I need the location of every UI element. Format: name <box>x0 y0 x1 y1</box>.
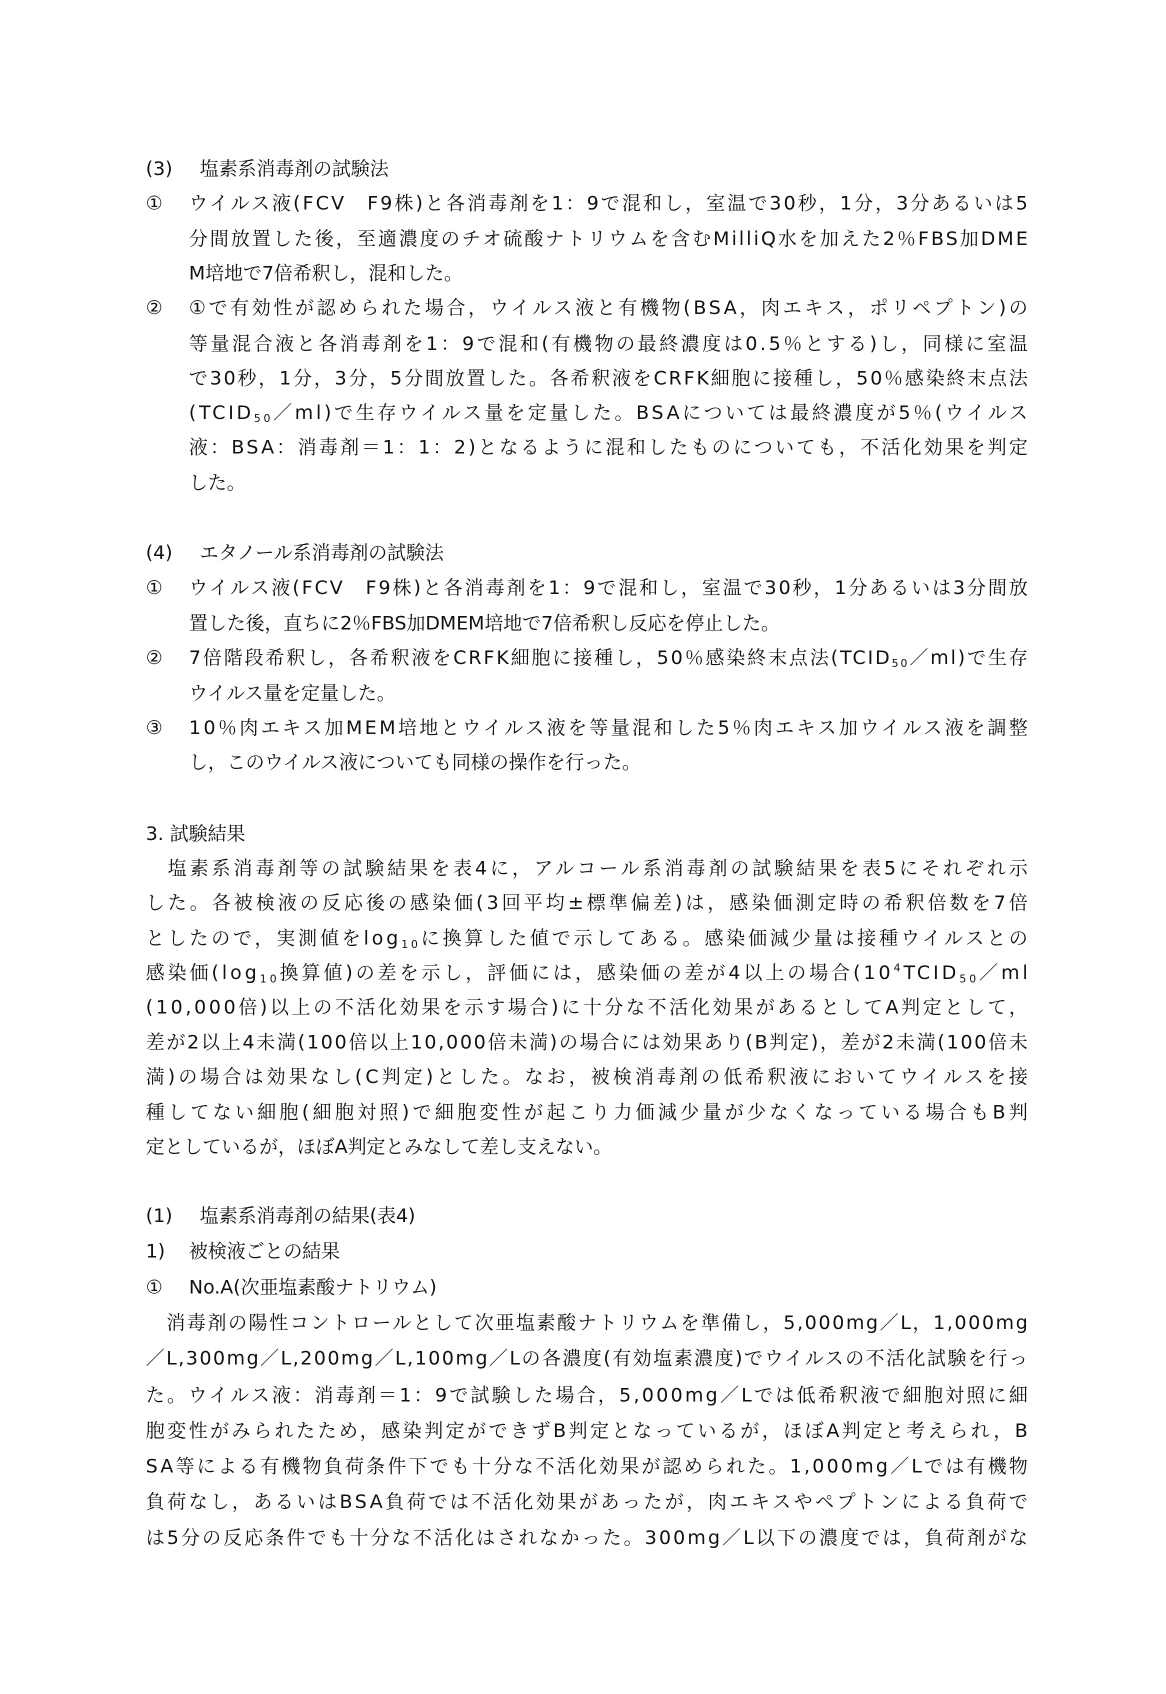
text-segment: 10％肉エキス加MEM培地とウイルス液を等量混和した5％肉エキス加ウイルス液を調整 <box>188 717 1031 740</box>
line-text <box>146 1308 1030 1340</box>
text-segment: した。 <box>188 472 246 495</box>
text-segment: 3. 試験結果 <box>145 823 246 846</box>
text-segment: 消毒剤の陽性コントロールとして次亜塩素酸ナトリウムを準備し，5,000mg／L，1,000mg <box>145 1313 1030 1335</box>
list-marker: (3) <box>145 158 173 181</box>
text-segment: 液：BSA：消毒剤＝1：1：2)となるように混和したものについても，不活化効果を判定 <box>188 437 1031 460</box>
text-segment: M培地で7倍希釈し，混和した。 <box>188 263 463 285</box>
line-text <box>146 1379 1030 1411</box>
list-marker: ① <box>145 193 163 216</box>
text-segment: で30秒，1分，3分，5分間放置した。各希釈液をCRFK細胞に接種し，50％感染終末点法 <box>188 367 1030 390</box>
line-text <box>146 992 1031 1024</box>
line-text <box>200 153 389 185</box>
line-text <box>189 678 396 710</box>
text-segment: 7倍階段希釈し，各希釈液をCRFK細胞に接種し，50％感染終末点法(TCID <box>188 647 892 670</box>
text-segment: た。ウイルス液：消毒剤＝1：9で試験した場合，5,000mg／Lでは低希釈液で細胞対照に細 <box>145 1384 1031 1407</box>
text-segment: ／ml)で生存ウイルス量を定量した。BSAについては最終濃度が5％(ウイルス <box>273 402 1031 425</box>
text-segment: ウイルス液(FCV F9株)と各消毒剤を1：9で混和し，室温で30秒，1分あるいは3分間放 <box>188 578 1030 600</box>
line-text <box>146 853 1031 885</box>
line-text <box>189 573 1030 605</box>
text-segment: し，このウイルス液についても同様の操作を行った。 <box>188 752 641 775</box>
text-segment: TCID <box>903 962 960 985</box>
text-segment: 分間放置した後，至適濃度のチオ硫酸ナトリウムを含むMilliQ水を加えた2％FBS加DME <box>188 228 1030 251</box>
line-text <box>189 328 1030 360</box>
line-text <box>189 432 1030 464</box>
line-text <box>146 1486 1031 1518</box>
line-text <box>146 1451 1030 1483</box>
text-segment: 負荷なし，あるいはBSA負荷では不活化効果があったが，肉エキスやペプトンによる負荷で <box>145 1491 1031 1514</box>
text-segment: ウイルス量を定量した。 <box>188 682 396 705</box>
line-text <box>146 1343 1030 1375</box>
line-text <box>189 223 1030 255</box>
line-text <box>189 643 1030 675</box>
text-segment: ／ml)で生存 <box>909 647 1030 670</box>
text-segment: ①で有効性が認められた場合，ウイルス液と有機物(BSA，肉エキス，ポリペプトン)の <box>188 298 1031 320</box>
line-text <box>189 713 1030 745</box>
text-segment: 感染価(log <box>145 962 260 985</box>
line-text <box>189 608 780 640</box>
subscript: 50 <box>891 658 910 671</box>
list-marker: ③ <box>145 717 163 740</box>
subscript: 50 <box>253 413 274 426</box>
text-segment: (TCID <box>188 402 254 425</box>
list-marker: ① <box>145 578 163 600</box>
text-segment: した。各被検液の反応後の感染価(3回平均±標準偏差)は，感染価測定時の希釈倍数を7倍 <box>145 893 1031 915</box>
line-text <box>189 258 463 290</box>
text-segment: 換算値)の差を示し，評価には，感染価の差が4以上の場合(10 <box>279 962 894 985</box>
text-segment: 定としているが，ほぼA判定とみなして差し支えない。 <box>145 1136 613 1159</box>
text-segment: 塩素系消毒剤の試験法 <box>199 158 389 181</box>
text-segment: 置した後，直ちに2％FBS加DMEM培地で7倍希釈し反応を停止した。 <box>188 612 780 635</box>
list-marker: (1) <box>145 1205 173 1228</box>
text-segment: 等量混合液と各消毒剤を1：9で混和(有機物の最終濃度は0.5％とする)し，同様に室温 <box>188 333 1031 355</box>
line-text <box>146 818 246 850</box>
line-text <box>189 1236 340 1268</box>
line-text <box>189 293 1031 325</box>
list-marker: ② <box>145 647 163 670</box>
line-text <box>146 888 1031 920</box>
superscript: 4 <box>893 962 904 975</box>
text-segment: 被検液ごとの結果 <box>188 1241 341 1264</box>
list-marker: (4) <box>145 543 173 565</box>
list-marker: ① <box>145 1277 163 1299</box>
list-marker: ② <box>145 298 163 320</box>
line-text <box>146 1062 1031 1094</box>
text-segment: 胞変性がみられたため，感染判定ができずB判定となっているが，ほぼA判定と考えられ，B <box>145 1420 1031 1442</box>
text-segment: としたので，実測値をlog <box>145 928 402 950</box>
text-segment: 塩素系消毒剤等の試験結果を表4に，アルコール系消毒剤の試験結果を表5にそれぞれ示 <box>145 858 1031 881</box>
text-segment: 塩素系消毒剤の結果(表4) <box>199 1205 416 1228</box>
line-text <box>200 538 444 570</box>
text-segment: 種してない細胞(細胞対照)で細胞変性が起こり力価減少量が少なくなっている場合もB判 <box>145 1101 1032 1124</box>
line-text <box>146 1522 1030 1554</box>
line-text <box>200 1201 416 1233</box>
subscript: 50 <box>959 973 980 986</box>
line-text <box>189 397 1031 429</box>
line-text <box>189 467 246 499</box>
line-text <box>146 957 1031 989</box>
text-segment: は5分の反応条件でも十分な不活化はされなかった。300mg／L以下の濃度では，負荷剤がな <box>145 1527 1030 1550</box>
line-text <box>189 363 1030 395</box>
subscript: 10 <box>259 973 280 986</box>
text-segment: ／L,300mg／L,200mg／L,100mg／Lの各濃度(有効塩素濃度)でウイルスの不活化試験を行っ <box>145 1348 1030 1371</box>
line-text <box>146 1131 612 1163</box>
list-marker: 1) <box>145 1241 166 1264</box>
text-segment: SA等による有機物負荷条件下でも十分な不活化効果が認められた。1,000mg／Lでは有機物 <box>145 1456 1031 1478</box>
line-text <box>189 1272 437 1304</box>
subscript: 10 <box>401 938 421 951</box>
text-segment: ウイルス液(FCV F9株)と各消毒剤を1：9で混和し，室温で30秒，1分，3分あるいは5 <box>188 193 1030 216</box>
text-segment: に換算した値で示してある。感染価減少量は接種ウイルスとの <box>420 928 1031 950</box>
text-segment: エタノール系消毒剤の試験法 <box>199 543 444 565</box>
line-text <box>189 188 1030 220</box>
text-segment: 満)の場合は効果なし(C判定)とした。なお，被検消毒剤の低希釈液においてウイルスを接 <box>145 1067 1031 1089</box>
text-segment: 差が2以上4未満(100倍以上10,000倍未満)の場合には効果あり(B判定)，差が2未満(100倍未 <box>145 1032 1030 1054</box>
line-text <box>146 1096 1031 1128</box>
line-text <box>146 1027 1030 1059</box>
text-segment: (10,000倍)以上の不活化効果を示す場合)に十分な不活化効果があるとしてA判定として， <box>145 997 1031 1020</box>
line-text <box>189 748 641 780</box>
line-text <box>146 1415 1031 1447</box>
text-segment: ／ml <box>979 962 1031 985</box>
text-segment: No.A(次亜塩素酸ナトリウム) <box>188 1277 437 1299</box>
line-text <box>146 923 1031 955</box>
